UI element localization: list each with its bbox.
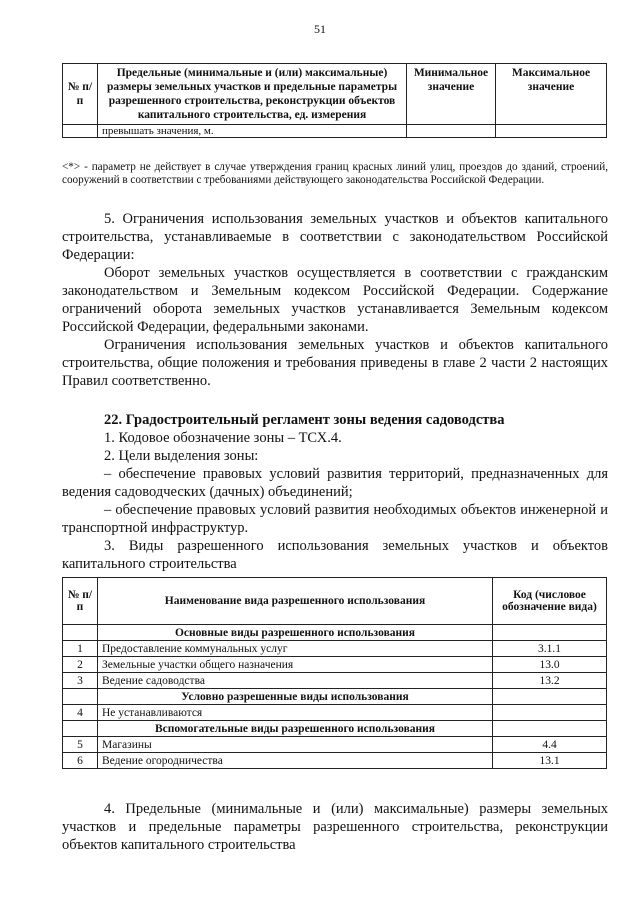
item-4-block [62,800,608,854]
col-header-num: № п/п [63,578,98,625]
col-header-param: Предельные (минимальные и (или) максимальные) размеры земельных участков и предельные параметры разрешенного строительства, реконструкции объектов капитального строительства, ед. измерения [98,64,407,125]
item-4: 4. Предельные (минимальные и (или) максимальные) размеры земельных участков и предельные параметры разрешенного строительства, реконструкции объектов капитального строительства [62,801,608,853]
group-row-aux [63,721,607,737]
col-header-max: Максимальное значение [496,64,607,125]
col-header-name: Наименование вида разрешенного использования [98,578,493,625]
table-row [63,753,607,769]
row-name: Предоставление коммунальных услуг [98,641,493,657]
group-main: Основные виды разрешенного использования [98,625,493,641]
row-code: 13.1 [493,753,607,769]
goal-2: – обеспечение правовых условий развития необходимых объектов инженерной и транспортной инфраструктур. [62,502,608,536]
row-num: 2 [63,657,98,673]
item-3: 3. Виды разрешенного использования земельных участков и объектов капитального строительства [62,538,608,572]
row-name: Магазины [98,737,493,753]
row-text: превышать значения, м. [98,125,407,138]
row-num: 6 [63,753,98,769]
group-conditional: Условно разрешенные виды использования [98,689,493,705]
row-name: Ведение огородничества [98,753,493,769]
section-title: 22. Градостроительный регламент зоны ведения садоводства [104,412,505,428]
table-header-row [63,64,607,125]
paragraph-turnover: Оборот земельных участков осуществляется в соответствии с гражданским законодательством и Земельным кодексом Российской Федерации. Содержание ограничений оборота земельных участков устанавливается Земельным кодексом Российской Федерации, федеральными законами. [62,265,608,335]
row-name: Не устанавливаются [98,705,493,721]
row-num: 5 [63,737,98,753]
paragraph-limits: Ограничения использования земельных участков и объектов капитального строительства, общие положения и требования приведены в главе 2 части 2 настоящих Правил соответственно. [62,337,608,389]
table-header-row [63,578,607,625]
row-code: 3.1.1 [493,641,607,657]
group-aux: Вспомогательные виды разрешенного использования [98,721,493,737]
row-num: 1 [63,641,98,657]
page-number: 51 [314,22,326,36]
row-name: Земельные участки общего назначения [98,657,493,673]
row-code: 4.4 [493,737,607,753]
table-row [63,125,607,138]
row-num: 3 [63,673,98,689]
goal-1: – обеспечение правовых условий развития территорий, предназначенных для ведения садоводческих (дачных) объединений; [62,466,608,500]
row-name: Ведение садоводства [98,673,493,689]
footnote: <*> - параметр не действует в случае утверждения границ красных линий улиц, проездов до зданий, строений, сооружений в соответствии с требованиями действующего законодательства Российской Федерации. [62,161,608,186]
group-row-conditional [63,689,607,705]
section-22 [62,411,608,573]
paragraph-5: 5. Ограничения использования земельных участков и объектов капитального строительства, устанавливаемые в соответствии с законодательством Российской Федерации: [62,211,608,263]
item-2: 2. Цели выделения зоны: [104,448,259,464]
col-header-code: Код (числовое обозначение вида) [493,578,607,625]
row-num: 4 [63,705,98,721]
table-row [63,673,607,689]
restrictions-block [62,210,608,390]
permitted-use-table [62,577,607,769]
col-header-num: № п/п [63,64,98,125]
table-row [63,737,607,753]
table-row [63,657,607,673]
row-code: 13.2 [493,673,607,689]
group-row-main [63,625,607,641]
col-header-min: Минимальное значение [407,64,496,125]
item-1: 1. Кодовое обозначение зоны – ТСХ.4. [104,430,342,446]
row-code [493,705,607,721]
parameters-table-fragment [62,63,607,138]
table-row [63,641,607,657]
table-row [63,705,607,721]
row-code: 13.0 [493,657,607,673]
